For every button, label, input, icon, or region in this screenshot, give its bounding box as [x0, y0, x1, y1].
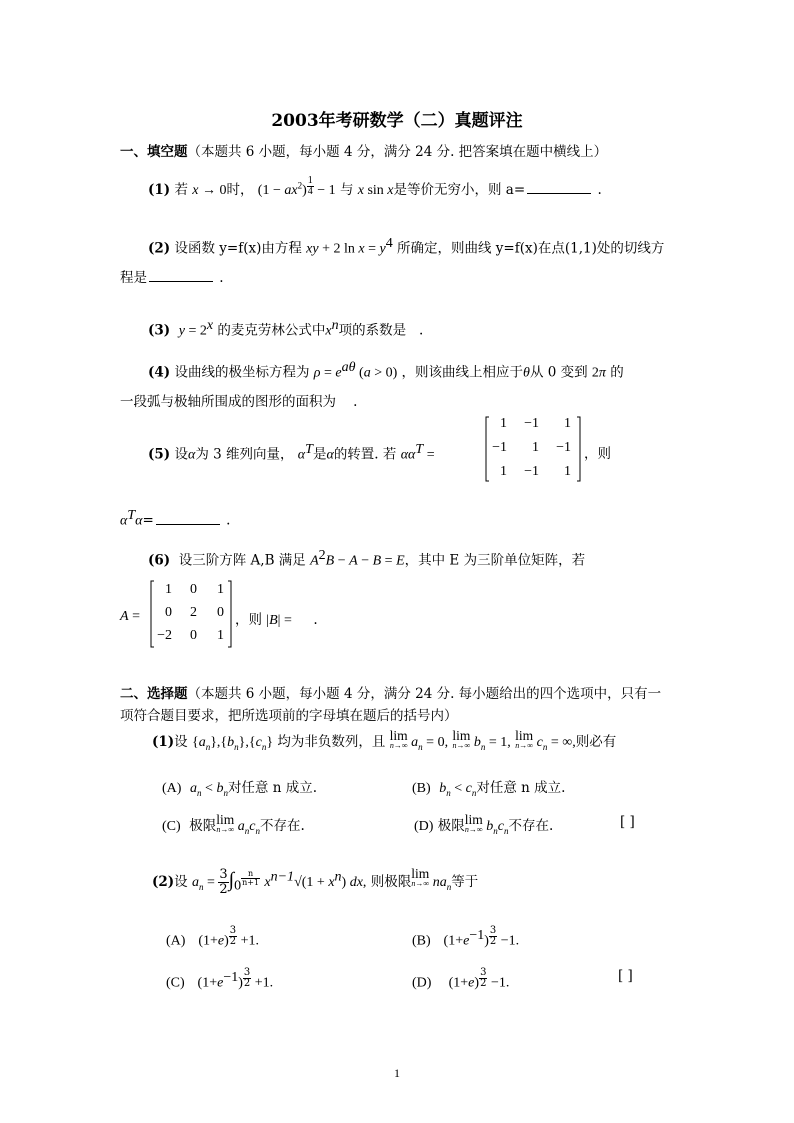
choice-q2-option-b[interactable]: (B) $(1+e^{-1})$ $^{\frac{3}{2}}$ −1.	[412, 925, 520, 949]
page-title: 2003年考研数学（二）真题评注	[271, 111, 523, 131]
section2-desc2: 项符合题目要求，把所选项前的字母填在题后的括号内）	[120, 708, 458, 724]
matrix-cell: 0	[165, 605, 172, 620]
answer-bracket[interactable]: [ ]	[620, 814, 635, 830]
fill-q5-line2: $\alpha^T\alpha=$ .	[120, 508, 231, 529]
choice-q1: (1)设 $\{a_n\},\{b_n\},\{c_n\}$ 均为非负数列，且 lim n→∞ $a_n = 0$, lim n→∞ $b_n = 1$, lim n→∞ $c_n$ = ∞,则必有	[152, 728, 617, 752]
fill-q6-then: ，则 |B| = .	[235, 612, 318, 628]
answer-blank[interactable]	[149, 270, 213, 282]
choice-q2-option-c[interactable]: (C) $(1+e^{-1})$ $^{\frac{3}{2}}$ +1.	[166, 967, 274, 991]
answer-blank[interactable]	[156, 513, 220, 525]
section1-desc: （本题共 6 小题，每小题 4 分，满分 24 分. 把答案填在题中横线上）	[187, 144, 608, 160]
matrix-cell: 1	[532, 440, 539, 455]
section1-label: 一、填空题	[120, 144, 188, 160]
fill-q4: (4) 设曲线的极坐标方程为 $\rho = e^{a\theta}$ (a > 0) ，则该曲线上相应于θ从 0 变到 2π 的	[148, 360, 624, 381]
fill-q6: (6) 设三阶方阵 A,B 满足 $A^2B - A - B = E$，其中 E 为三阶单位矩阵，若	[148, 548, 586, 569]
matrix-cell: −1	[524, 416, 539, 431]
matrix-cell: 0	[217, 605, 224, 620]
matrix-cell: 2	[190, 605, 197, 620]
fill-q5-then: ，则	[584, 446, 611, 462]
matrix-cell: 1	[564, 416, 571, 431]
matrix-cell: −1	[556, 440, 571, 455]
answer-bracket[interactable]: [ ]	[618, 968, 633, 984]
matrix-cell: 1	[217, 582, 224, 597]
choice-q1-option-d[interactable]: (D) 极限 lim n→∞ $b_nc_n$不存在.	[414, 812, 554, 836]
matrix-cell: 1	[500, 464, 507, 479]
fill-q3: (3) $y = 2^x$ 的麦克劳林公式中$x^n$项的系数是 .	[148, 318, 424, 339]
section2-label: 二、选择题	[120, 686, 188, 702]
page-number: 1	[394, 1066, 400, 1080]
choice-q2: (2)设 $a_n$ = $\frac{3}{2}$ $\int_0$ $^{\frac{n}{n+1}}$ $x^{n-1}√(1 + x^n)$ dx, 则极限 lim n→∞ $na_n$等于	[152, 866, 479, 897]
fill-q6-A: A =	[120, 609, 140, 624]
fill-q2-line2: 程是 .	[120, 270, 224, 286]
matrix-cell: 1	[564, 464, 571, 479]
matrix-cell: 1	[500, 416, 507, 431]
fill-q5: (5) 设α为 3 维列向量， $\alpha^T$是α的转置. 若 $\alpha\alpha^T$ =	[148, 442, 435, 463]
section2-desc: （本题共 6 小题，每小题 4 分，满分 24 分. 每小题给出的四个选项中，只有一	[187, 686, 662, 702]
choice-q1-option-a[interactable]: (A) $a_n < b_n$对任意 n 成立.	[162, 780, 318, 798]
answer-blank[interactable]	[527, 182, 591, 194]
choice-q1-option-c[interactable]: (C) 极限 lim n→∞ $a_nc_n$不存在.	[162, 812, 305, 836]
matrix-cell: 0	[190, 628, 197, 643]
choice-q2-option-d[interactable]: (D) (1+e) $^{\frac{3}{2}}$ −1.	[412, 967, 510, 991]
choice-q1-option-b[interactable]: (B) $b_n < c_n$对任意 n 成立.	[412, 780, 566, 798]
fill-q4-line2: 一段弧与极轴所围成的图形的面积为 .	[120, 394, 358, 410]
fill-q2: (2) 设函数 y=f(x)由方程 xy + 2 $\ln x = y^4$ 所确定，则曲线 y=f(x)在点(1,1)处的切线方	[148, 236, 665, 257]
section1-heading	[120, 140, 607, 160]
matrix-cell: 1	[165, 582, 172, 597]
choice-q2-option-a[interactable]: (A) (1+e) $^{\frac{3}{2}}$ +1.	[166, 925, 260, 949]
matrix-cell: 1	[217, 628, 224, 643]
section2-heading	[120, 682, 661, 702]
matrix-cell: −1	[524, 464, 539, 479]
matrix-cell: −2	[157, 628, 172, 643]
matrix-cell: −1	[492, 440, 507, 455]
matrix-cell: 0	[190, 582, 197, 597]
matrix-q5	[485, 416, 581, 482]
fill-q1: (1) 若 x → 0时， $(1 - ax^2)$ $^{\frac{1}{4}}$ − 1 与 x sin x是等价无穷小，则 a= .	[148, 175, 602, 199]
matrix-q6	[150, 580, 232, 648]
